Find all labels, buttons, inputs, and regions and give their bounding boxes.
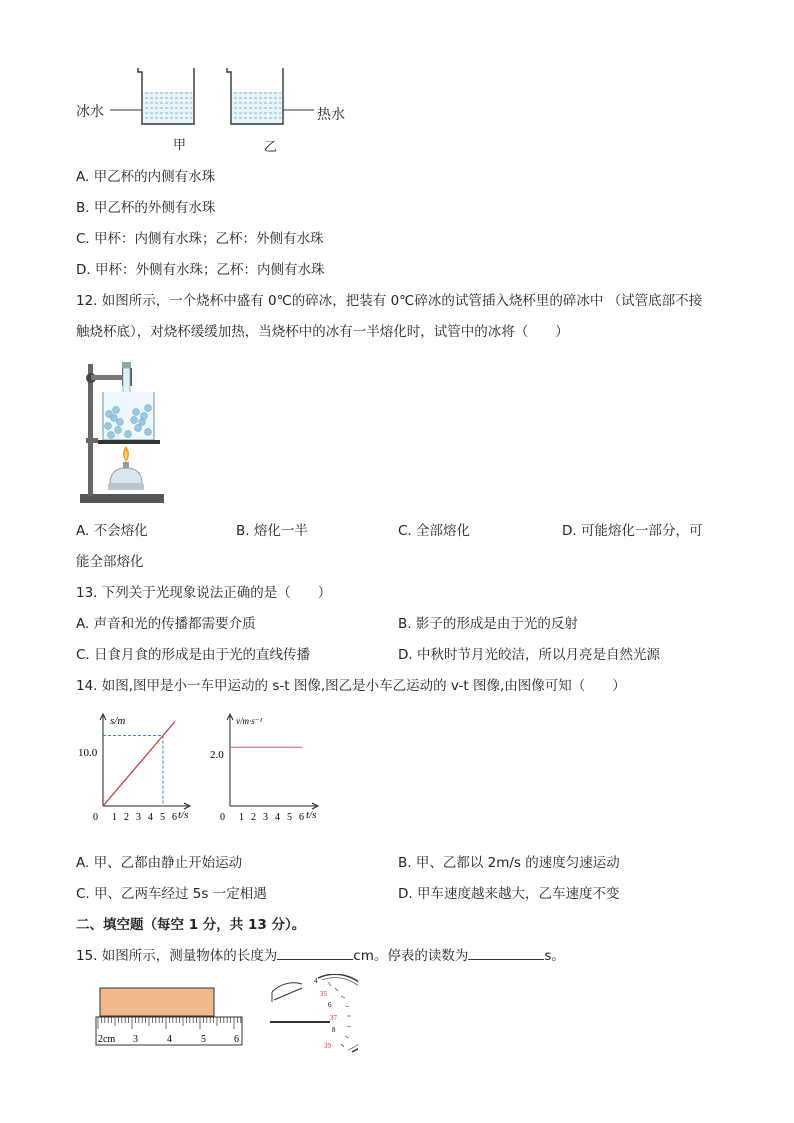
v-t-x-tick-1: 1: [239, 812, 244, 823]
ice-water-label: 冰水: [76, 104, 104, 120]
ruler-label-3: 3: [133, 1034, 138, 1045]
s-t-x-tick-2: 2: [124, 812, 129, 823]
q15-time-blank[interactable]: [468, 947, 544, 960]
v-t-x-tick-2: 2: [251, 812, 256, 823]
caption-yi: 乙: [264, 140, 278, 155]
q11-option-d: D. 甲杯：外侧有水珠；乙杯：内侧有水珠: [76, 262, 325, 278]
melting-apparatus-figure: [76, 354, 168, 506]
q14-option-b: B. 甲、乙都以 2m/s 的速度匀速运动: [398, 855, 620, 871]
v-t-x-tick-6: 6: [299, 812, 304, 823]
q15-stem-part1: 15. 如图所示，测量物体的长度为: [76, 948, 278, 964]
stopwatch-label-8: 8: [332, 1026, 336, 1034]
stopwatch-label-6: 6: [328, 1001, 332, 1009]
s-t-series-line: [103, 722, 175, 806]
stopwatch-figure: [268, 974, 358, 1054]
s-t-ylabel: s/m: [110, 715, 126, 727]
q12-option-a: A. 不会熔化: [76, 523, 148, 539]
v-t-ylabel: v/m·s⁻¹: [236, 716, 263, 726]
hot-water-label: 热水: [317, 107, 345, 123]
q13-option-d: D. 中秋时节月光皎洁，所以月亮是自然光源: [398, 647, 660, 663]
q12-stem-line2: 触烧杯底），对烧杯缓缓加热，当烧杯中的冰有一半熔化时，试管中的冰将（ ）: [76, 324, 569, 340]
s-t-x-tick-0: 0: [93, 812, 98, 823]
ruler-label-5: 5: [201, 1034, 206, 1045]
stopwatch-label-37: 37: [330, 1014, 337, 1022]
v-t-chart: [206, 710, 336, 826]
stopwatch-label-35: 35: [320, 990, 327, 998]
v-t-x-tick-3: 3: [263, 812, 268, 823]
ruler-label-4: 4: [167, 1034, 172, 1045]
q13-option-c: C. 日食月食的形成是由于光的直线传播: [76, 647, 311, 663]
q15-length-blank[interactable]: [277, 947, 353, 960]
q13-option-a: A. 声音和光的传播都需要介质: [76, 616, 256, 632]
q14-option-c: C. 甲、乙两车经过 5s 一定相遇: [76, 886, 267, 902]
v-t-x-tick-0: 0: [220, 812, 225, 823]
v-t-x-tick-5: 5: [287, 812, 292, 823]
section-2-heading: 二、填空题（每空 1 分，共 13 分）。: [76, 917, 306, 933]
q14-stem: 14. 如图,图甲是小一车甲运动的 s-t 图像,图乙是小车乙运动的 v-t 图像,由图像可知（ ）: [76, 678, 626, 694]
s-t-xlabel: t/s: [178, 809, 189, 821]
s-t-x-tick-4: 4: [148, 812, 153, 823]
v-t-y-tick: 2.0: [210, 749, 224, 761]
stopwatch-label-39: 39: [324, 1042, 331, 1050]
s-t-y-tick: 10.0: [78, 747, 98, 759]
ice-water-beaker: [110, 68, 194, 124]
ruler-label-6: 6: [234, 1034, 239, 1045]
s-t-chart: [76, 710, 206, 826]
s-t-x-tick-5: 5: [160, 812, 165, 823]
ruler-figure: [94, 986, 246, 1048]
q15-stem-part3: s。: [544, 948, 565, 964]
q11-option-b: B. 甲乙杯的外侧有水珠: [76, 200, 216, 216]
stopwatch-minute-hand: [274, 988, 302, 1000]
q12-option-d: D. 可能熔化一部分，可: [562, 523, 703, 539]
v-t-x-tick-4: 4: [275, 812, 280, 823]
s-t-x-tick-3: 3: [136, 812, 141, 823]
q12-option-d-continued: 能全部熔化: [76, 554, 144, 570]
caption-jia: 甲: [173, 138, 187, 153]
hot-water-beaker: [227, 68, 314, 124]
q11-option-c: C. 甲杯：内侧有水珠；乙杯：外侧有水珠: [76, 231, 324, 247]
q15-stem-part2: cm。停表的读数为: [353, 948, 469, 964]
q12-option-c: C. 全部熔化: [398, 523, 471, 539]
q11-option-a: A. 甲乙杯的内侧有水珠: [76, 169, 216, 185]
s-t-x-tick-6: 6: [172, 812, 177, 823]
q13-stem: 13. 下列关于光现象说法正确的是（ ）: [76, 585, 332, 601]
q12-option-b: B. 熔化一半: [236, 523, 308, 539]
q13-option-b: B. 影子的形成是由于光的反射: [398, 616, 578, 632]
stopwatch-label-4: 4: [314, 977, 318, 985]
q14-option-a: A. 甲、乙都由静止开始运动: [76, 855, 243, 871]
q15-stem: [76, 947, 565, 965]
s-t-x-tick-1: 1: [112, 812, 117, 823]
ruler-label-2cm: 2cm: [98, 1034, 116, 1045]
q12-stem-line1: 12. 如图所示，一个烧杯中盛有 0℃的碎冰，把装有 0℃碎冰的试管插入烧杯里的碎冰中 （试管底部不接: [76, 293, 703, 309]
measured-object: [100, 988, 214, 1016]
q14-option-d: D. 甲车速度越来越大，乙车速度不变: [398, 886, 620, 902]
v-t-xlabel: t/s: [306, 809, 317, 821]
